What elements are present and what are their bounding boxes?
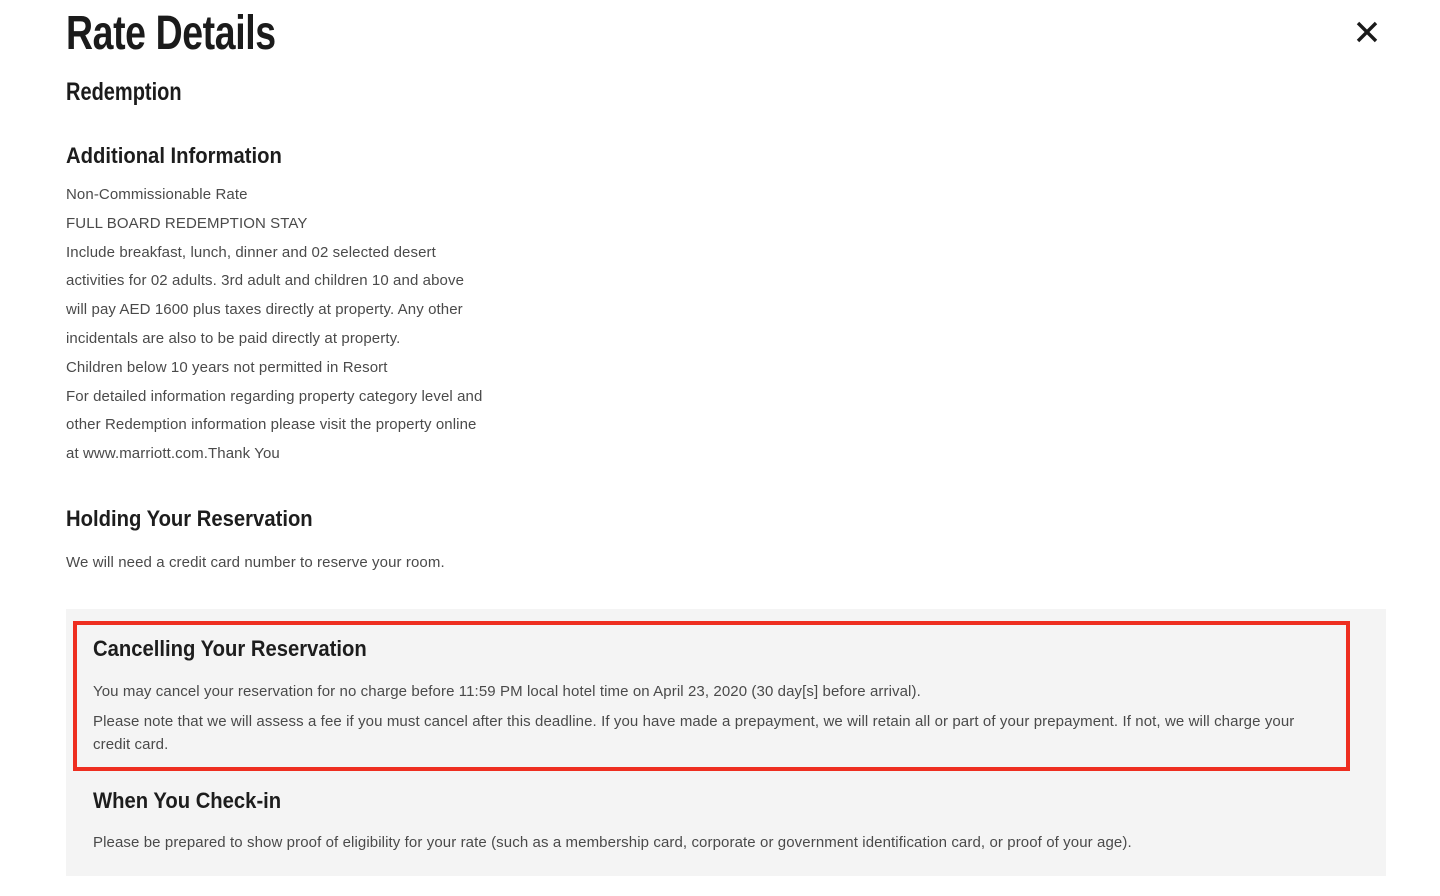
cancellation-deadline-text: You may cancel your reservation for no charge before 11:59 PM local hotel time on April 23, 2020 (30 day[s] before arrival). <box>93 683 921 700</box>
cancelling-reservation-heading: Cancelling Your Reservation <box>93 636 367 661</box>
info-line: Include breakfast, lunch, dinner and 02 selected desert <box>66 243 436 261</box>
close-button[interactable] <box>1349 14 1385 50</box>
info-line: at www.marriott.com.Thank You <box>66 445 280 463</box>
additional-information-heading: Additional Information <box>66 143 282 168</box>
info-line: For detailed information regarding property category level and <box>66 387 483 405</box>
cancellation-fee-text: Please note that we will assess a fee if you must cancel after this deadline. If you have made a prepayment, we will retain all or part of your prepayment. If not, we will charge your credit card. <box>93 713 1295 753</box>
info-line: will pay AED 1600 plus taxes directly at property. Any other <box>66 301 463 319</box>
info-line: Children below 10 years not permitted in Resort <box>66 358 388 376</box>
holding-reservation-text: We will need a credit card number to reserve your room. <box>66 554 445 571</box>
rate-name-subtitle: Redemption <box>66 78 182 106</box>
info-line: Non-Commissionable Rate <box>66 186 248 203</box>
page-title: Rate Details <box>66 7 276 60</box>
info-line: activities for 02 adults. 3rd adult and children 10 and above <box>66 272 465 290</box>
info-line: other Redemption information please visit the property online <box>66 416 477 434</box>
checkin-text: Please be prepared to show proof of eligibility for your rate (such as a membership card, corporate or government identification card, or proof of your age). <box>93 834 1132 851</box>
info-line: FULL BOARD REDEMPTION STAY <box>66 214 308 232</box>
info-line: incidentals are also to be paid directly at property. <box>66 329 401 347</box>
checkin-heading: When You Check-in <box>93 788 282 813</box>
close-icon <box>1353 18 1381 46</box>
additional-information-text <box>66 181 482 469</box>
holding-reservation-heading: Holding Your Reservation <box>66 506 313 531</box>
